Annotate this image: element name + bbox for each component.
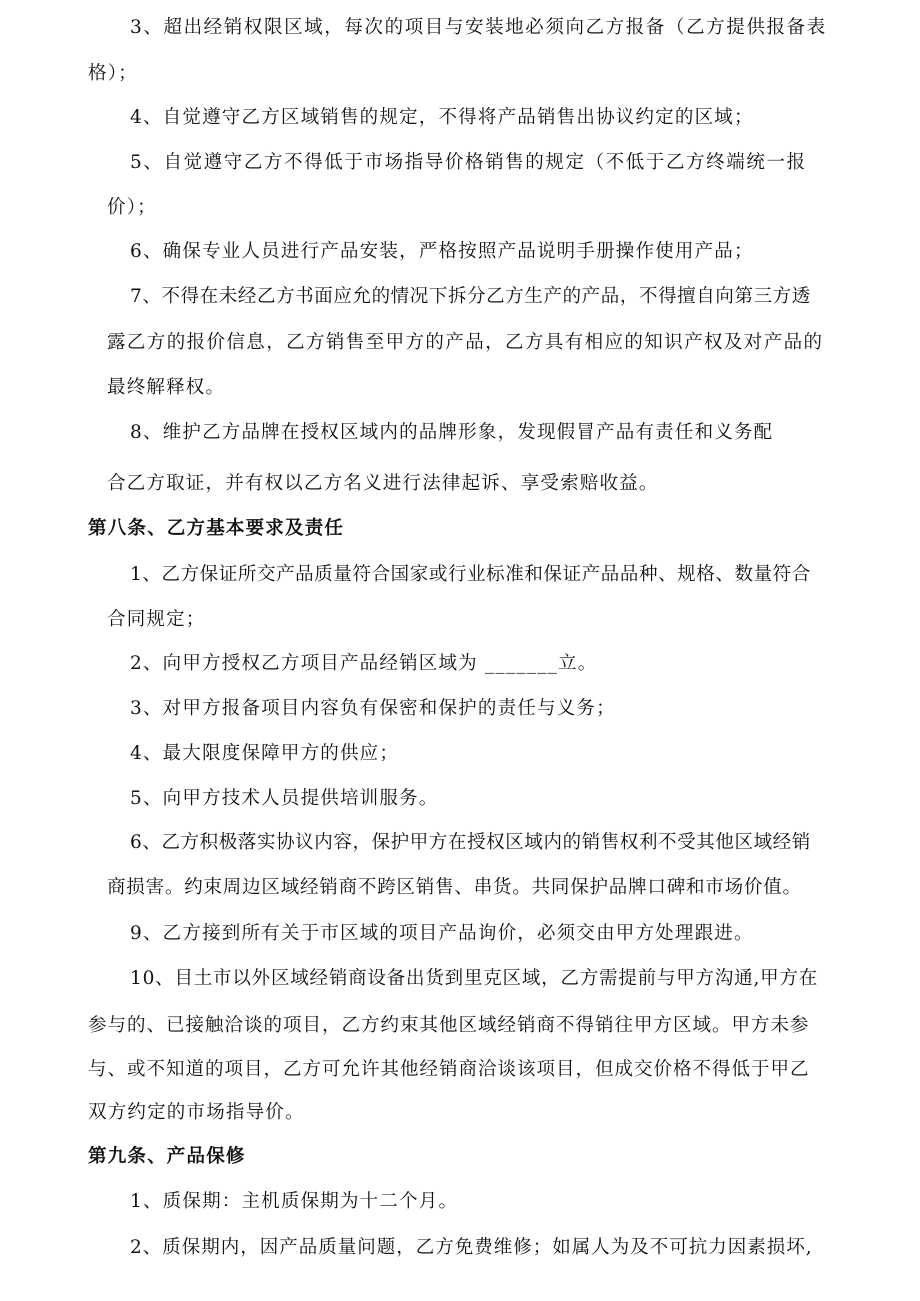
text-line: 3、对甲方报备项目内容负有保密和保护的责任与义务； [130,698,616,719]
text-line: 4、自觉遵守乙方区域销售的规定，不得将产品销售出协议约定的区域； [130,107,754,128]
text-line: 6、乙方积极落实协议内容，保护甲方在授权区域内的销售权利不受其他区域经销 [130,832,811,853]
text-line: 最终解释权。 [107,377,226,398]
text-line: 露乙方的报价信息，乙方销售至甲方的产品，乙方具有相应的知识产权及对产品的 [107,332,824,353]
text-line: 价）； [107,197,157,218]
text-line: 参与的、已接触洽谈的项目，乙方约束其他区域经销商不得销往甲方区域。甲方未参 [88,1015,810,1036]
section-heading: 第九条、产品保修 [88,1146,246,1167]
text-line: 8、维护乙方品牌在授权区域内的品牌形象，发现假冒产品有责任和义务配 [130,422,774,443]
text-line: 双方约定的市场指导价。 [88,1102,305,1123]
text-line: 合同规定； [107,609,206,630]
section-heading: 第八条、乙方基本要求及责任 [88,518,345,539]
text-line: 9、乙方接到所有关于市区域的项目产品询价，必须交由甲方处理跟进。 [130,923,754,944]
text-line: 6、确保专业人员进行产品安装，严格按照产品说明手册操作使用产品； [130,241,754,262]
text-line: 1、质保期：主机质保期为十二个月。 [130,1191,459,1212]
text-line: 3、超出经销权限区域，每次的项目与安装地必须向乙方报备（乙方提供报备表 [130,17,827,38]
text-line: 合乙方取证，并有权以乙方名义进行法律起诉、享受索赔收益。 [107,473,659,494]
text-line: 5、自觉遵守乙方不得低于市场指导价格销售的规定（不低于乙方终端统一报 [130,152,807,173]
text-line: 5、向甲方技术人员提供培训服务。 [130,788,439,809]
text-line: 7、不得在未经乙方书面应允的情况下拆分乙方生产的产品，不得擅自向第三方透 [130,286,811,307]
text-line: 商损害。约束周边区域经销商不跨区销售、串货。共同保护品牌口碑和市场价值。 [107,877,802,898]
text-line: 1、乙方保证所交产品质量符合国家或行业标准和保证产品品种、规格、数量符合 [130,564,811,585]
text-line: 10、目土市以外区域经销商设备出货到里克区域，乙方需提前与甲方沟通,甲方在 [130,968,819,989]
text-line: 格）； [88,63,138,84]
text-line: 4、最大限度保障甲方的供应； [130,743,400,764]
text-line: 与、或不知道的项目，乙方可允许其他经销商洽谈该项目，但成交价格不得低于甲乙 [88,1059,810,1080]
text-line: 2、质保期内，因产品质量问题，乙方免费维修；如属人为及不可抗力因素损坏, [130,1237,813,1258]
text-line: 2、向甲方授权乙方项目产品经销区域为 _______立。 [130,653,598,674]
